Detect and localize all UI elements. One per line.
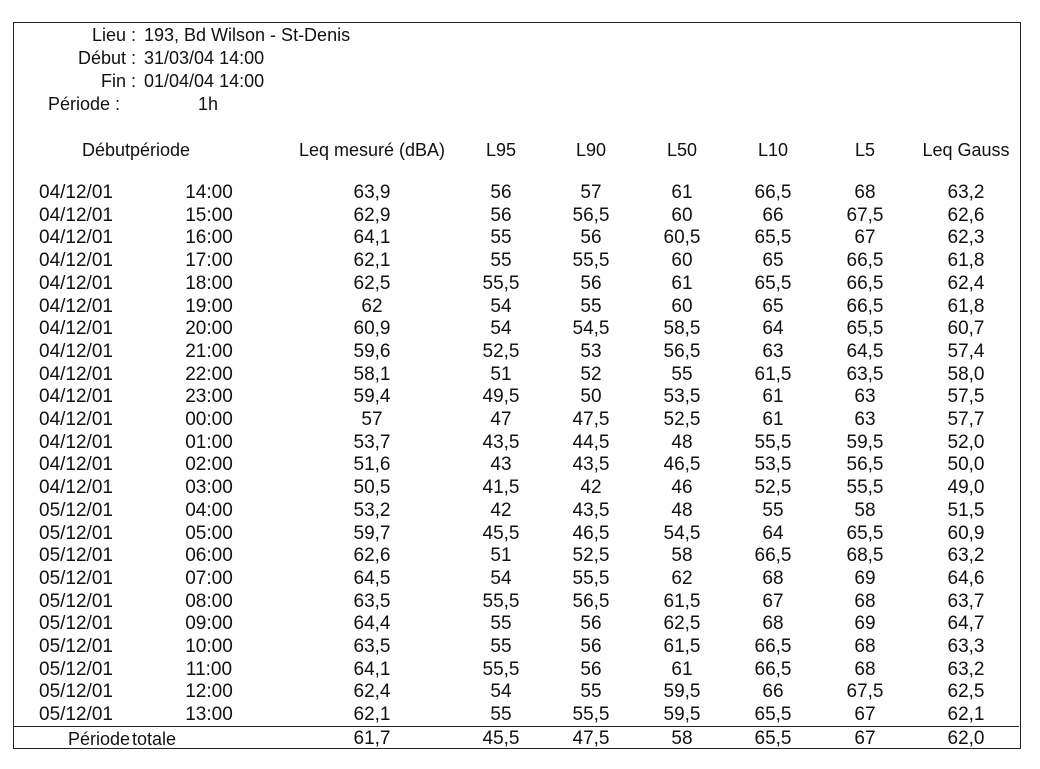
cell-l95: 56 — [490, 204, 512, 226]
debut-label: Début : — [77, 48, 136, 68]
cell-l10: 65,5 — [754, 704, 792, 726]
cell-l50: 54,5 — [663, 522, 701, 544]
cell-l50: 61,5 — [663, 636, 701, 657]
cell-leq-gauss: 57,5 — [947, 386, 985, 408]
cell-leq-mesure: 59,4 — [353, 386, 391, 408]
cell-l10: 65 — [762, 250, 784, 272]
cell-l50: 55 — [671, 363, 693, 385]
cell-l90: 50 — [580, 386, 602, 408]
cell-l95: 54 — [490, 567, 512, 589]
cell-leq-mesure: 50,5 — [353, 477, 391, 499]
cell-date: 04/12/01 — [39, 250, 113, 272]
cell-l10: 68 — [762, 613, 784, 635]
cell-time: 19:00 — [185, 295, 233, 317]
column-header-l5: L5 — [854, 140, 876, 160]
cell-leq-mesure: 63,9 — [353, 182, 391, 203]
cell-l90: 56 — [580, 613, 602, 635]
cell-time: 22:00 — [185, 363, 233, 385]
cell-leq-gauss: 61,8 — [947, 295, 985, 317]
total-l90: 47,5 — [572, 728, 610, 749]
cell-l90: 55,5 — [572, 704, 610, 726]
cell-l5: 67,5 — [846, 204, 884, 226]
cell-l95: 55,5 — [482, 658, 520, 680]
cell-l95: 49,5 — [482, 386, 520, 408]
cell-l5: 63 — [854, 386, 876, 408]
cell-time: 16:00 — [185, 227, 233, 249]
cell-date: 04/12/01 — [39, 363, 113, 385]
cell-leq-gauss: 62,6 — [947, 204, 985, 226]
cell-l5: 55,5 — [846, 477, 884, 499]
cell-leq-mesure: 64,5 — [353, 567, 391, 589]
cell-leq-mesure: 59,6 — [353, 340, 391, 362]
cell-date: 05/12/01 — [39, 590, 113, 612]
cell-l90: 55,5 — [572, 250, 610, 272]
cell-l90: 56 — [580, 658, 602, 680]
cell-l50: 60 — [671, 295, 693, 317]
cell-l95: 54 — [490, 681, 512, 703]
cell-l5: 68 — [854, 636, 876, 657]
cell-leq-mesure: 63,5 — [353, 590, 391, 612]
cell-leq-gauss: 50,0 — [947, 454, 985, 476]
cell-leq-mesure: 62,1 — [353, 250, 391, 272]
cell-l90: 47,5 — [572, 409, 610, 430]
cell-leq-gauss: 57,7 — [947, 409, 985, 430]
cell-date: 04/12/01 — [39, 340, 113, 362]
cell-l50: 48 — [671, 431, 693, 453]
periode-value: 1h — [198, 94, 219, 114]
cell-l10: 68 — [762, 567, 784, 589]
cell-l95: 55,5 — [482, 590, 520, 612]
cell-time: 04:00 — [185, 499, 233, 521]
cell-l50: 52,5 — [663, 409, 701, 430]
cell-l95: 54 — [490, 295, 512, 317]
lieu-value: 193, Bd Wilson - St-Denis — [144, 25, 351, 45]
cell-l5: 68 — [854, 182, 876, 203]
cell-l10: 64 — [762, 522, 784, 544]
cell-l50: 46 — [671, 477, 693, 499]
cell-l90: 54,5 — [572, 318, 610, 340]
periode-label: Période : — [48, 94, 121, 114]
cell-date: 04/12/01 — [39, 477, 113, 499]
cell-leq-mesure: 60,9 — [353, 318, 391, 340]
cell-l10: 64 — [762, 318, 784, 340]
cell-l90: 56,5 — [572, 590, 610, 612]
cell-l10: 53,5 — [754, 454, 792, 476]
cell-l50: 61 — [671, 272, 693, 294]
cell-date: 05/12/01 — [39, 658, 113, 680]
cell-time: 15:00 — [185, 204, 233, 226]
cell-l95: 45,5 — [482, 522, 520, 544]
cell-l50: 62 — [671, 567, 693, 589]
cell-leq-mesure: 62 — [361, 295, 383, 317]
cell-leq-gauss: 63,2 — [947, 182, 985, 203]
cell-leq-gauss: 63,2 — [947, 545, 985, 567]
cell-leq-gauss: 62,1 — [947, 704, 985, 726]
cell-l10: 61,5 — [754, 363, 792, 385]
cell-l50: 62,5 — [663, 613, 701, 635]
cell-l5: 63,5 — [846, 363, 884, 385]
cell-l50: 46,5 — [663, 454, 701, 476]
cell-leq-gauss: 60,7 — [947, 318, 985, 340]
cell-leq-mesure: 64,1 — [353, 227, 391, 249]
column-header-l50: L50 — [666, 140, 698, 160]
report-frame — [13, 22, 1021, 749]
cell-l10: 66,5 — [754, 636, 792, 657]
cell-date: 05/12/01 — [39, 499, 113, 521]
cell-l95: 41,5 — [482, 477, 520, 499]
cell-l10: 66,5 — [754, 182, 792, 203]
cell-time: 21:00 — [185, 340, 233, 362]
cell-leq-gauss: 61,8 — [947, 250, 985, 272]
cell-l50: 58 — [671, 545, 693, 567]
cell-time: 05:00 — [185, 522, 233, 544]
cell-l50: 48 — [671, 499, 693, 521]
cell-l50: 61,5 — [663, 590, 701, 612]
cell-l90: 43,5 — [572, 454, 610, 476]
cell-l5: 56,5 — [846, 454, 884, 476]
cell-l50: 53,5 — [663, 386, 701, 408]
cell-l95: 55 — [490, 636, 512, 657]
cell-l50: 59,5 — [663, 704, 701, 726]
cell-l10: 66,5 — [754, 545, 792, 567]
cell-l5: 58 — [854, 499, 876, 521]
cell-l10: 65 — [762, 295, 784, 317]
cell-l90: 57 — [580, 182, 602, 203]
cell-leq-gauss: 63,2 — [947, 658, 985, 680]
cell-l95: 55,5 — [482, 272, 520, 294]
cell-l90: 56,5 — [572, 204, 610, 226]
column-header-date: Début — [81, 140, 130, 160]
cell-l5: 67 — [854, 704, 876, 726]
cell-leq-gauss: 62,3 — [947, 227, 985, 249]
total-leq-mesure: 61,7 — [353, 728, 391, 749]
cell-l95: 51 — [490, 545, 512, 567]
cell-leq-gauss: 63,7 — [947, 590, 985, 612]
cell-leq-gauss: 64,6 — [947, 567, 985, 589]
cell-l5: 65,5 — [846, 318, 884, 340]
cell-l90: 55 — [580, 681, 602, 703]
cell-date: 04/12/01 — [39, 431, 113, 453]
cell-l10: 52,5 — [754, 477, 792, 499]
column-header-time: période — [130, 140, 191, 160]
cell-l5: 68,5 — [846, 545, 884, 567]
cell-time: 09:00 — [185, 613, 233, 635]
cell-l95: 55 — [490, 704, 512, 726]
cell-l90: 52 — [580, 363, 602, 385]
cell-l95: 43 — [490, 454, 512, 476]
cell-l10: 66 — [762, 681, 784, 703]
cell-date: 04/12/01 — [39, 386, 113, 408]
cell-date: 04/12/01 — [39, 272, 113, 294]
cell-l90: 56 — [580, 272, 602, 294]
cell-l90: 46,5 — [572, 522, 610, 544]
cell-l5: 63 — [854, 409, 876, 430]
cell-leq-gauss: 51,5 — [947, 499, 985, 521]
total-leq-gauss: 62,0 — [947, 728, 985, 749]
cell-l90: 44,5 — [572, 431, 610, 453]
total-l10: 65,5 — [754, 728, 792, 749]
cell-l50: 60 — [671, 204, 693, 226]
total-l95: 45,5 — [482, 728, 520, 749]
cell-date: 04/12/01 — [39, 318, 113, 340]
cell-l10: 55,5 — [754, 431, 792, 453]
cell-l90: 53 — [580, 340, 602, 362]
cell-l95: 42 — [490, 499, 512, 521]
cell-l5: 64,5 — [846, 340, 884, 362]
cell-l5: 66,5 — [846, 272, 884, 294]
column-header-leq-mesure: Leq mesuré (dBA) — [298, 140, 446, 160]
cell-leq-mesure: 62,5 — [353, 272, 391, 294]
cell-l50: 58,5 — [663, 318, 701, 340]
cell-l95: 47 — [490, 409, 512, 430]
cell-l10: 61 — [762, 386, 784, 408]
cell-leq-mesure: 57 — [361, 409, 383, 430]
cell-l90: 43,5 — [572, 499, 610, 521]
cell-l10: 55 — [762, 499, 784, 521]
cell-time: 12:00 — [185, 681, 233, 703]
cell-leq-mesure: 63,5 — [353, 636, 391, 657]
cell-leq-mesure: 53,7 — [353, 431, 391, 453]
cell-l95: 54 — [490, 318, 512, 340]
cell-date: 04/12/01 — [39, 182, 113, 203]
cell-l95: 56 — [490, 182, 512, 203]
cell-date: 04/12/01 — [39, 204, 113, 226]
cell-leq-mesure: 53,2 — [353, 499, 391, 521]
cell-l5: 66,5 — [846, 250, 884, 272]
cell-time: 13:00 — [185, 704, 233, 726]
cell-leq-gauss: 64,7 — [947, 613, 985, 635]
lieu-label: Lieu : — [91, 25, 136, 45]
cell-l10: 61 — [762, 409, 784, 430]
cell-time: 11:00 — [185, 658, 233, 680]
cell-date: 05/12/01 — [39, 704, 113, 726]
total-time: totale — [132, 729, 177, 749]
column-header-l90: L90 — [575, 140, 607, 160]
cell-leq-mesure: 58,1 — [353, 363, 391, 385]
cell-l95: 55 — [490, 250, 512, 272]
cell-leq-gauss: 63,3 — [947, 636, 985, 657]
cell-date: 05/12/01 — [39, 545, 113, 567]
cell-l10: 65,5 — [754, 227, 792, 249]
cell-l95: 43,5 — [482, 431, 520, 453]
cell-date: 05/12/01 — [39, 567, 113, 589]
cell-leq-gauss: 57,4 — [947, 340, 985, 362]
cell-leq-mesure: 62,4 — [353, 681, 391, 703]
cell-leq-mesure: 62,9 — [353, 204, 391, 226]
cell-time: 03:00 — [185, 477, 233, 499]
cell-leq-mesure: 51,6 — [353, 454, 391, 476]
cell-leq-mesure: 62,6 — [353, 545, 391, 567]
cell-time: 14:00 — [185, 182, 233, 203]
cell-time: 02:00 — [185, 454, 233, 476]
cell-time: 20:00 — [185, 318, 233, 340]
cell-time: 10:00 — [185, 636, 233, 657]
cell-l10: 65,5 — [754, 272, 792, 294]
cell-leq-gauss: 49,0 — [947, 477, 985, 499]
cell-l90: 55,5 — [572, 567, 610, 589]
cell-l50: 59,5 — [663, 681, 701, 703]
fin-value: 01/04/04 14:00 — [144, 71, 265, 91]
cell-l5: 65,5 — [846, 522, 884, 544]
cell-leq-mesure: 59,7 — [353, 522, 391, 544]
cell-time: 18:00 — [185, 272, 233, 294]
cell-l50: 56,5 — [663, 340, 701, 362]
cell-date: 05/12/01 — [39, 636, 113, 657]
cell-time: 07:00 — [185, 567, 233, 589]
cell-date: 05/12/01 — [39, 613, 113, 635]
cell-leq-mesure: 64,4 — [353, 613, 391, 635]
cell-date: 05/12/01 — [39, 681, 113, 703]
cell-leq-gauss: 60,9 — [947, 522, 985, 544]
column-header-l10: L10 — [757, 140, 789, 160]
cell-l95: 55 — [490, 613, 512, 635]
cell-date: 05/12/01 — [39, 522, 113, 544]
cell-time: 06:00 — [185, 545, 233, 567]
cell-l90: 55 — [580, 295, 602, 317]
cell-time: 08:00 — [185, 590, 233, 612]
cell-l10: 63 — [762, 340, 784, 362]
total-divider — [14, 726, 1019, 727]
column-header-l95: L95 — [485, 140, 517, 160]
cell-l5: 68 — [854, 590, 876, 612]
cell-l50: 61 — [671, 658, 693, 680]
cell-date: 04/12/01 — [39, 295, 113, 317]
cell-l10: 66,5 — [754, 658, 792, 680]
cell-date: 04/12/01 — [39, 409, 113, 430]
cell-l50: 60 — [671, 250, 693, 272]
cell-l10: 66 — [762, 204, 784, 226]
cell-leq-gauss: 62,5 — [947, 681, 985, 703]
column-header-leq-gauss: Leq Gauss — [922, 140, 1010, 160]
cell-l5: 67,5 — [846, 681, 884, 703]
cell-l5: 66,5 — [846, 295, 884, 317]
cell-l90: 56 — [580, 227, 602, 249]
cell-l5: 68 — [854, 658, 876, 680]
total-date: Période — [67, 729, 130, 749]
cell-leq-mesure: 64,1 — [353, 658, 391, 680]
cell-time: 23:00 — [185, 386, 233, 408]
cell-l5: 69 — [854, 613, 876, 635]
cell-leq-mesure: 62,1 — [353, 704, 391, 726]
cell-l50: 60,5 — [663, 227, 701, 249]
total-l50: 58 — [671, 728, 693, 749]
cell-l95: 51 — [490, 363, 512, 385]
total-l5: 67 — [854, 728, 876, 749]
debut-value: 31/03/04 14:00 — [144, 48, 265, 68]
cell-l5: 69 — [854, 567, 876, 589]
cell-l90: 56 — [580, 636, 602, 657]
fin-label: Fin : — [100, 71, 136, 91]
cell-leq-gauss: 62,4 — [947, 272, 985, 294]
cell-l95: 55 — [490, 227, 512, 249]
cell-l90: 42 — [580, 477, 602, 499]
cell-date: 04/12/01 — [39, 227, 113, 249]
cell-leq-gauss: 52,0 — [947, 431, 985, 453]
cell-date: 04/12/01 — [39, 454, 113, 476]
cell-time: 01:00 — [185, 431, 233, 453]
cell-l10: 67 — [762, 590, 784, 612]
cell-leq-gauss: 58,0 — [947, 363, 985, 385]
cell-l5: 59,5 — [846, 431, 884, 453]
cell-l90: 52,5 — [572, 545, 610, 567]
cell-l95: 52,5 — [482, 340, 520, 362]
cell-time: 00:00 — [185, 409, 233, 430]
cell-l50: 61 — [671, 182, 693, 203]
cell-l5: 67 — [854, 227, 876, 249]
cell-time: 17:00 — [185, 250, 233, 272]
